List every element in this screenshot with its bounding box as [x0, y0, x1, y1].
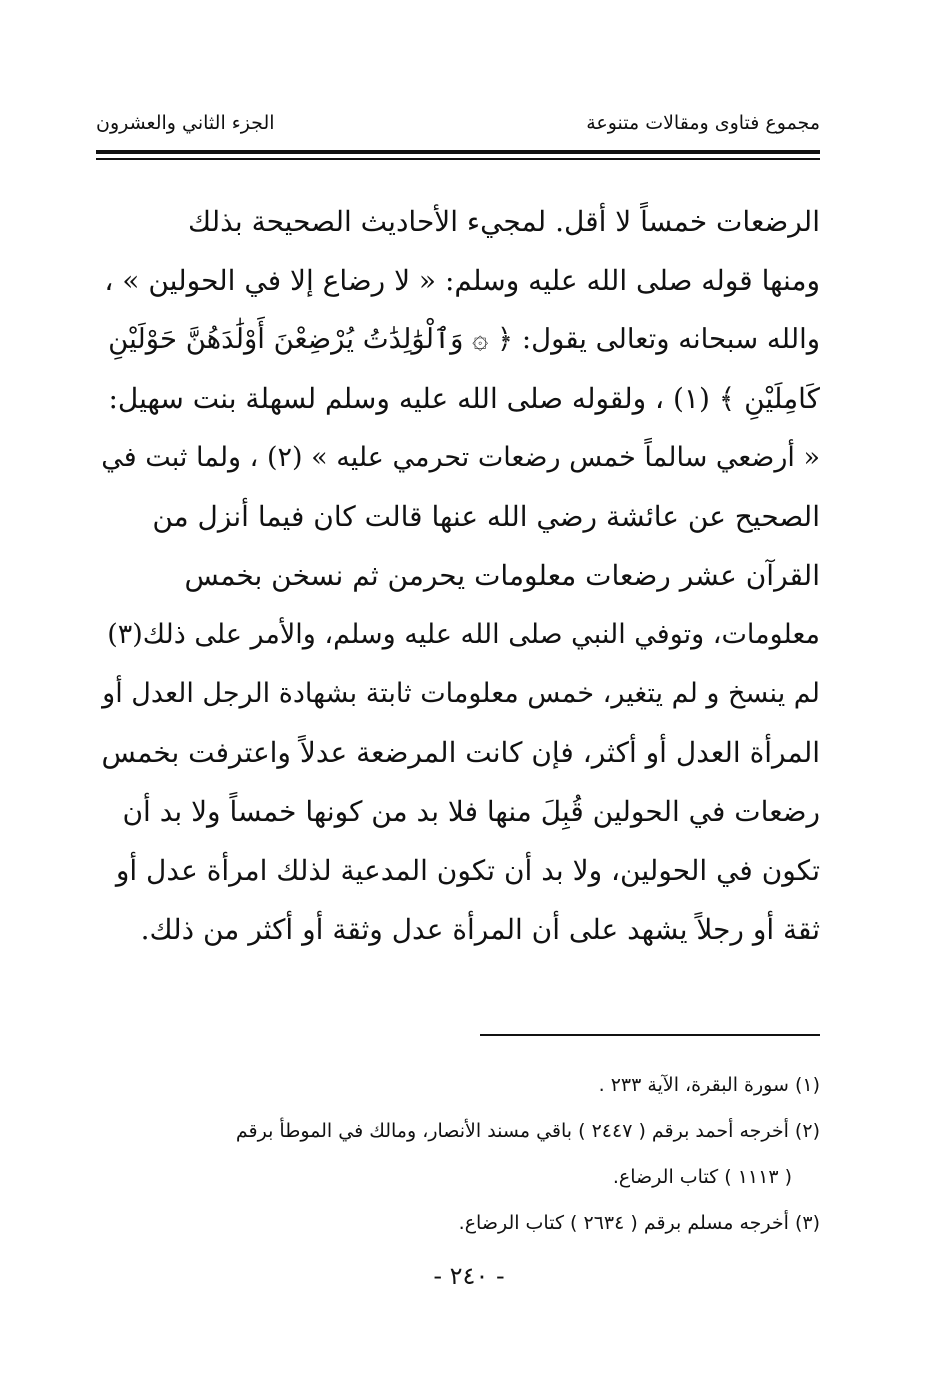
- text-line: تكون في الحولين، ولا بد أن تكون المدعية لذلك امرأة عدل أو: [115, 854, 820, 887]
- book-title: مجموع فتاوى ومقالات متنوعة: [586, 112, 820, 134]
- footnote-separator: [480, 1034, 820, 1036]
- header-rule-thin: [96, 158, 820, 160]
- text-line: والله سبحانه وتعالى يقول: ﴿ ۞ وَٱلْوَٰلِدَٰتُ يُرْضِعْنَ أَوْلَٰدَهُنَّ حَوْلَيْنِ: [108, 323, 820, 355]
- footnote-2-continued: ( ١١١٣ ) كتاب الرضاع.: [612, 1166, 792, 1188]
- text-line: المرأة العدل أو أكثر، فإن كانت المرضعة عدلاً واعترفت بخمس: [101, 736, 820, 769]
- text-line: ومنها قوله صلى الله عليه وسلم: « لا رضاع إلا في الحولين » ،: [104, 264, 820, 297]
- text-line: الرضعات خمساً لا أقل. لمجيء الأحاديث الصحيحة بذلك: [188, 205, 820, 238]
- volume-label: الجزء الثاني والعشرون: [96, 112, 275, 134]
- page-number: - ٢٤٠ -: [433, 1262, 505, 1290]
- footnotes: [98, 1062, 820, 1246]
- footnote-3: (٣) أخرجه مسلم برقم ( ٢٦٣٤ ) كتاب الرضاع.: [458, 1212, 820, 1234]
- main-text: [98, 192, 820, 959]
- text-line: كَامِلَيْنِ ﴾ (١) ، ولقوله صلى الله عليه وسلم لسهلة بنت سهيل:: [108, 382, 820, 415]
- text-line: الصحيح عن عائشة رضي الله عنها قالت كان فيما أنزل من: [152, 500, 820, 533]
- text-line: القرآن عشر رضعات معلومات يحرمن ثم نسخن بخمس: [184, 559, 820, 592]
- text-line: لم ينسخ و لم يتغير، خمس معلومات ثابتة بشهادة الرجل العدل أو: [102, 678, 820, 709]
- text-line: ثقة أو رجلاً يشهد على أن المرأة عدل وثقة أو أكثر من ذلك.: [140, 913, 820, 946]
- footnote-1: (١) سورة البقرة، الآية ٢٣٣ .: [598, 1074, 820, 1096]
- text-line: معلومات، وتوفي النبي صلى الله عليه وسلم، والأمر على ذلك(٣): [107, 619, 820, 650]
- header-rule-thick: [96, 150, 820, 154]
- footnote-2: (٢) أخرجه أحمد برقم ( ٢٤٤٧ ) باقي مسند الأنصار، ومالك في الموطأ برقم: [235, 1120, 820, 1142]
- text-line: « أرضعي سالماً خمس رضعات تحرمي عليه » (٢) ، ولما ثبت في: [101, 442, 820, 473]
- text-line: رضعات في الحولين قُبِلَ منها فلا بد من كونها خمساً ولا بد أن: [122, 795, 820, 828]
